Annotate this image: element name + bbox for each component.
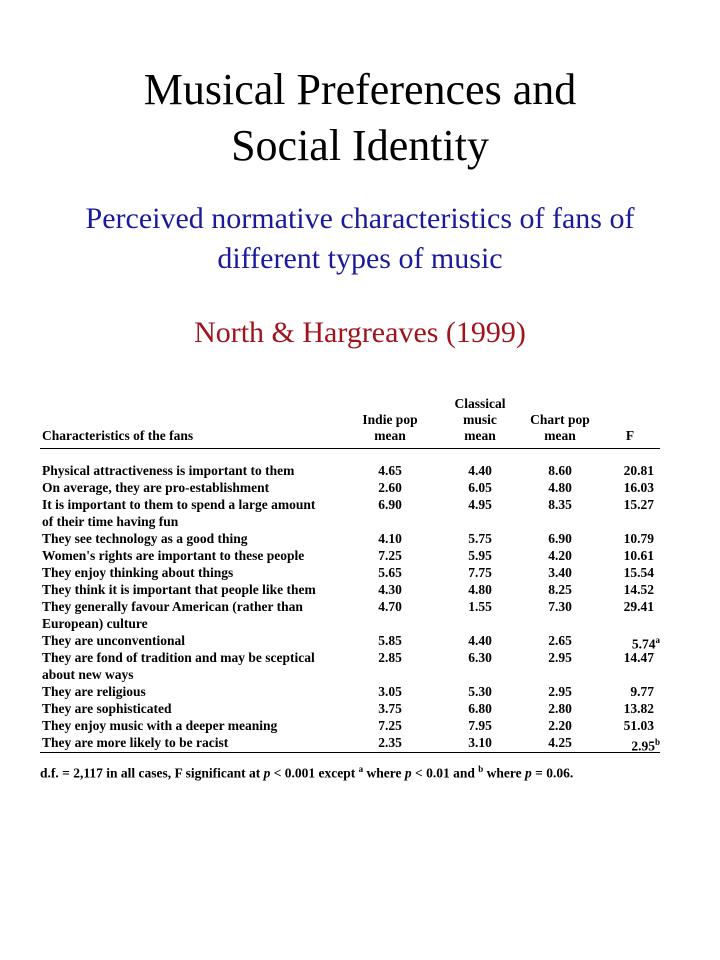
footnote-sup-a: a xyxy=(358,764,364,774)
header-f: F xyxy=(625,428,635,443)
indie-mean: 2.85 xyxy=(378,650,402,665)
f-value xyxy=(602,649,660,666)
table-row xyxy=(40,666,660,683)
row-label: They see technology as a good thing xyxy=(42,531,248,546)
indie-mean: 7.25 xyxy=(378,718,402,733)
subtitle-line-1: Perceived normative characteristics of fans of xyxy=(85,202,635,235)
footnote-p-1: p xyxy=(263,765,271,781)
indie-mean: 2.60 xyxy=(378,480,402,495)
f-number: 14.47 xyxy=(623,650,654,665)
table-header xyxy=(40,392,660,446)
row-label: It is important to them to spend a large amount xyxy=(42,497,316,512)
table-row xyxy=(40,717,660,734)
header-rule xyxy=(40,448,660,449)
indie-mean: 4.10 xyxy=(378,531,402,546)
header-classical xyxy=(440,396,520,444)
row-label: They enjoy thinking about things xyxy=(42,565,234,580)
f-value xyxy=(602,530,660,547)
f-number: 10.79 xyxy=(623,531,654,546)
f-number: 15.27 xyxy=(623,497,654,512)
row-label: They think it is important that people like them xyxy=(42,582,316,597)
chart-mean: 4.80 xyxy=(548,480,572,495)
f-value xyxy=(602,666,660,683)
classical-mean: 3.10 xyxy=(468,735,492,750)
chart-mean: 4.20 xyxy=(548,548,572,563)
indie-mean: 3.75 xyxy=(378,701,402,716)
row-label: about new ways xyxy=(42,667,134,682)
indie-mean: 6.90 xyxy=(378,497,402,512)
table-footnote xyxy=(40,764,680,782)
chart-mean: 8.25 xyxy=(548,582,572,597)
chart-mean: 2.80 xyxy=(548,701,572,716)
chart-mean: 8.60 xyxy=(548,463,572,478)
footnote-text-4: < 0.01 and xyxy=(411,765,479,781)
f-value xyxy=(602,717,660,734)
row-label: They are fond of tradition and may be sceptical xyxy=(42,650,315,665)
table-row xyxy=(40,649,660,666)
row-label: They are sophisticated xyxy=(42,701,172,716)
f-value xyxy=(602,496,660,513)
characteristics-table xyxy=(40,392,660,754)
row-label: They generally favour American (rather than xyxy=(42,599,303,614)
classical-mean: 4.40 xyxy=(468,633,492,648)
classical-mean: 4.40 xyxy=(468,463,492,478)
chart-mean: 2.65 xyxy=(548,633,572,648)
classical-mean: 4.95 xyxy=(468,497,492,512)
indie-mean: 5.85 xyxy=(378,633,402,648)
footnote-text-2: < 0.001 except xyxy=(270,765,359,781)
classical-mean: 5.30 xyxy=(468,684,492,699)
classical-mean: 1.55 xyxy=(468,599,492,614)
chart-mean: 2.20 xyxy=(548,718,572,733)
slide-title xyxy=(0,62,720,174)
header-classical-line1: Classical xyxy=(454,396,506,411)
chart-mean: 8.35 xyxy=(548,497,572,512)
table-row xyxy=(40,700,660,717)
header-characteristics: Characteristics of the fans xyxy=(42,428,194,443)
table-row xyxy=(40,479,660,496)
title-line-1: Musical Preferences and xyxy=(143,65,577,114)
row-label: They are unconventional xyxy=(42,633,186,648)
f-number: 29.41 xyxy=(623,599,654,614)
f-value xyxy=(602,683,660,700)
table-row xyxy=(40,683,660,700)
subtitle-line-2: different types of music xyxy=(217,242,503,275)
row-label: Women's rights are important to these people xyxy=(42,548,305,563)
indie-mean: 4.30 xyxy=(378,582,402,597)
footnote-text-6: = 0.06. xyxy=(531,765,574,781)
f-value xyxy=(602,547,660,564)
header-indie-line2: mean xyxy=(374,428,406,443)
indie-mean: 4.70 xyxy=(378,599,402,614)
table-row xyxy=(40,734,660,754)
table-row xyxy=(40,564,660,581)
classical-mean: 5.75 xyxy=(468,531,492,546)
chart-mean: 6.90 xyxy=(548,531,572,546)
table-row xyxy=(40,513,660,530)
table-row xyxy=(40,615,660,632)
footnote-text-1: d.f. = 2,117 in all cases, F significant at xyxy=(40,765,264,781)
bottom-rule xyxy=(40,752,660,753)
f-number: 51.03 xyxy=(623,718,654,733)
f-value xyxy=(602,615,660,632)
header-classical-line2: music xyxy=(463,412,497,427)
f-number: 16.03 xyxy=(623,480,654,495)
f-number: 10.61 xyxy=(623,548,654,563)
table-row xyxy=(40,496,660,513)
table-row xyxy=(40,632,660,652)
header-chart-line1: Chart pop xyxy=(530,412,590,427)
f-value xyxy=(602,564,660,581)
footnote-text-3: where xyxy=(363,765,405,781)
indie-mean: 2.35 xyxy=(378,735,402,750)
f-value xyxy=(602,598,660,615)
f-value xyxy=(602,581,660,598)
chart-mean: 2.95 xyxy=(548,684,572,699)
row-label: They enjoy music with a deeper meaning xyxy=(42,718,278,733)
f-number: 5.74 xyxy=(631,636,656,652)
f-superscript: a xyxy=(655,635,660,645)
chart-mean: 7.30 xyxy=(548,599,572,614)
classical-mean: 4.80 xyxy=(468,582,492,597)
footnote-sup-b: b xyxy=(478,764,484,774)
header-indie xyxy=(350,412,430,444)
footnote-text-5: where xyxy=(483,765,525,781)
indie-mean: 7.25 xyxy=(378,548,402,563)
footnote-p-3: p xyxy=(525,765,532,781)
classical-mean: 5.95 xyxy=(468,548,492,563)
f-number: 2.95 xyxy=(631,738,655,754)
f-value xyxy=(602,479,660,496)
chart-mean: 3.40 xyxy=(548,565,572,580)
row-label: Physical attractiveness is important to them xyxy=(42,463,295,478)
f-value xyxy=(602,462,660,479)
indie-mean: 4.65 xyxy=(378,463,402,478)
table-row xyxy=(40,462,660,479)
indie-mean: 5.65 xyxy=(378,565,402,580)
citation: North & Hargreaves (1999) xyxy=(194,316,526,349)
header-chart xyxy=(520,412,600,444)
row-label: of their time having fun xyxy=(42,514,179,529)
f-value xyxy=(602,513,660,530)
classical-mean: 6.30 xyxy=(468,650,492,665)
classical-mean: 6.80 xyxy=(468,701,492,716)
f-number: 20.81 xyxy=(623,463,654,478)
indie-mean: 3.05 xyxy=(378,684,402,699)
f-number: 15.54 xyxy=(623,565,654,580)
classical-mean: 6.05 xyxy=(468,480,492,495)
f-value xyxy=(602,700,660,717)
f-superscript: b xyxy=(654,737,660,747)
slide-subtitle xyxy=(0,199,720,279)
row-label: They are more likely to be racist xyxy=(42,735,229,750)
header-classical-line3: mean xyxy=(464,428,496,443)
f-number: 14.52 xyxy=(623,582,654,597)
header-chart-line2: mean xyxy=(544,428,576,443)
chart-mean: 4.25 xyxy=(548,735,572,750)
table-row xyxy=(40,547,660,564)
title-line-2: Social Identity xyxy=(231,121,489,170)
classical-mean: 7.75 xyxy=(468,565,492,580)
table-row xyxy=(40,581,660,598)
row-label: They are religious xyxy=(42,684,146,699)
row-label: European) culture xyxy=(42,616,148,631)
f-number: 9.77 xyxy=(630,684,654,699)
classical-mean: 7.95 xyxy=(468,718,492,733)
chart-mean: 2.95 xyxy=(548,650,572,665)
header-indie-line1: Indie pop xyxy=(362,412,418,427)
row-label: On average, they are pro-establishment xyxy=(42,480,270,495)
table-row xyxy=(40,530,660,547)
table-row xyxy=(40,598,660,615)
footnote-p-2: p xyxy=(404,765,412,781)
f-number: 13.82 xyxy=(623,701,654,716)
